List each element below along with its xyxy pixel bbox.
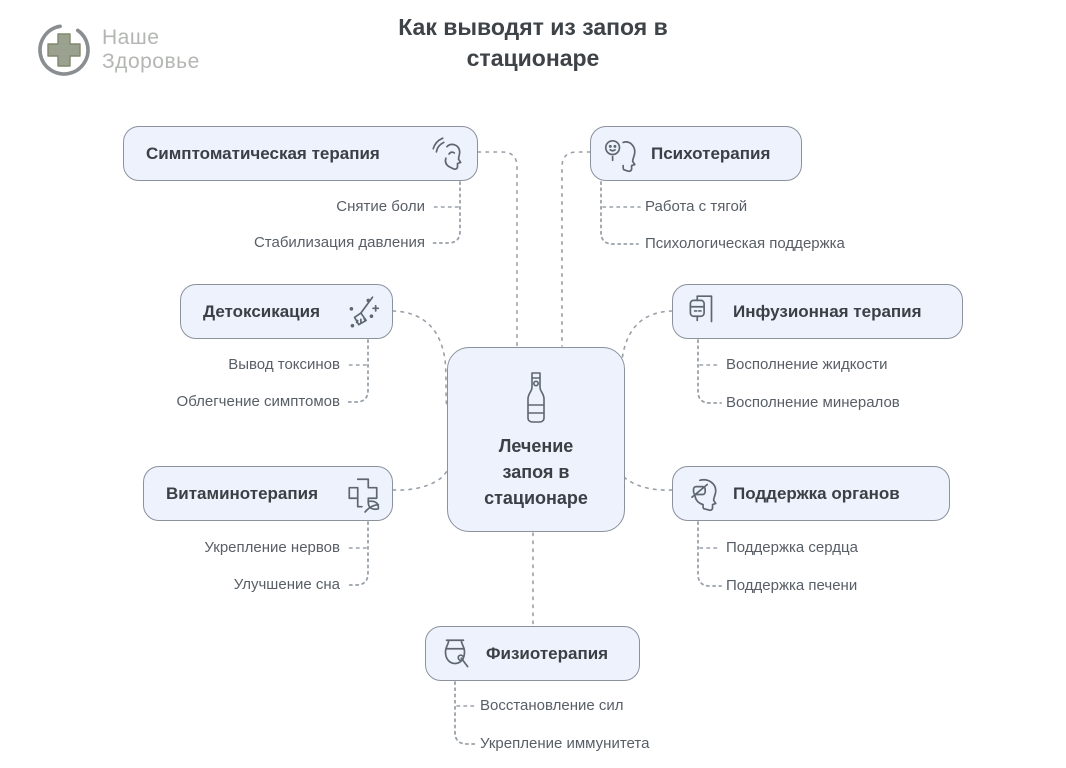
child-label: Снятие боли: [336, 198, 425, 215]
branch-box-symptomatic-therapy: [123, 126, 478, 181]
child-label: Восстановление сил: [480, 697, 624, 714]
pain-waves-icon: [429, 135, 467, 173]
child-label: Восполнение минералов: [726, 394, 900, 411]
logo-text: Наше Здоровье: [102, 26, 200, 73]
child-label: Восполнение жидкости: [726, 356, 888, 373]
child-label: Вывод токсинов: [228, 356, 340, 373]
head-organ-icon: [683, 475, 721, 513]
center-label: Лечение запоя в стационаре: [484, 435, 588, 508]
child-label: Улучшение сна: [233, 576, 340, 593]
branch-label: Поддержка органов: [733, 483, 900, 503]
branch-label: Психотерапия: [651, 143, 771, 163]
cross-leaf-icon: [344, 475, 382, 513]
branch-label: Детоксикация: [203, 301, 321, 321]
branch-label: Симптоматическая терапия: [146, 143, 380, 163]
child-label: Работа с тягой: [645, 198, 748, 215]
center-box-binge-treatment: [447, 347, 625, 532]
broom-icon: [344, 293, 382, 331]
bottle-icon: [516, 369, 556, 425]
branch-box-physiotherapy: [425, 626, 640, 681]
child-label: Укрепление нервов: [204, 539, 340, 556]
child-label: Психологическая поддержка: [645, 235, 845, 252]
child-label: Укрепление иммунитета: [480, 735, 650, 752]
branch-box-infusion-therapy: [672, 284, 963, 339]
iv-drip-icon: [683, 293, 721, 331]
branch-box-organ-support: [672, 466, 950, 521]
massage-icon: [436, 635, 474, 673]
child-label: Поддержка сердца: [726, 539, 858, 556]
branch-label: Витаминотерапия: [166, 483, 319, 503]
page-title: Как выводят из запоя в стационаре: [398, 14, 668, 71]
branch-box-vitamin-therapy: [143, 466, 393, 521]
medical-cross-logo-icon: [36, 22, 92, 78]
child-label: Облегчение симптомов: [176, 393, 340, 410]
child-label: Поддержка печени: [726, 577, 858, 594]
child-label: Стабилизация давления: [253, 234, 425, 251]
branch-label: Инфузионная терапия: [733, 301, 922, 321]
branch-box-detox: [180, 284, 393, 339]
branch-box-psychotherapy: [590, 126, 802, 181]
head-smile-icon: [601, 135, 639, 173]
branch-label: Физиотерапия: [486, 643, 609, 663]
logo: [36, 22, 212, 78]
